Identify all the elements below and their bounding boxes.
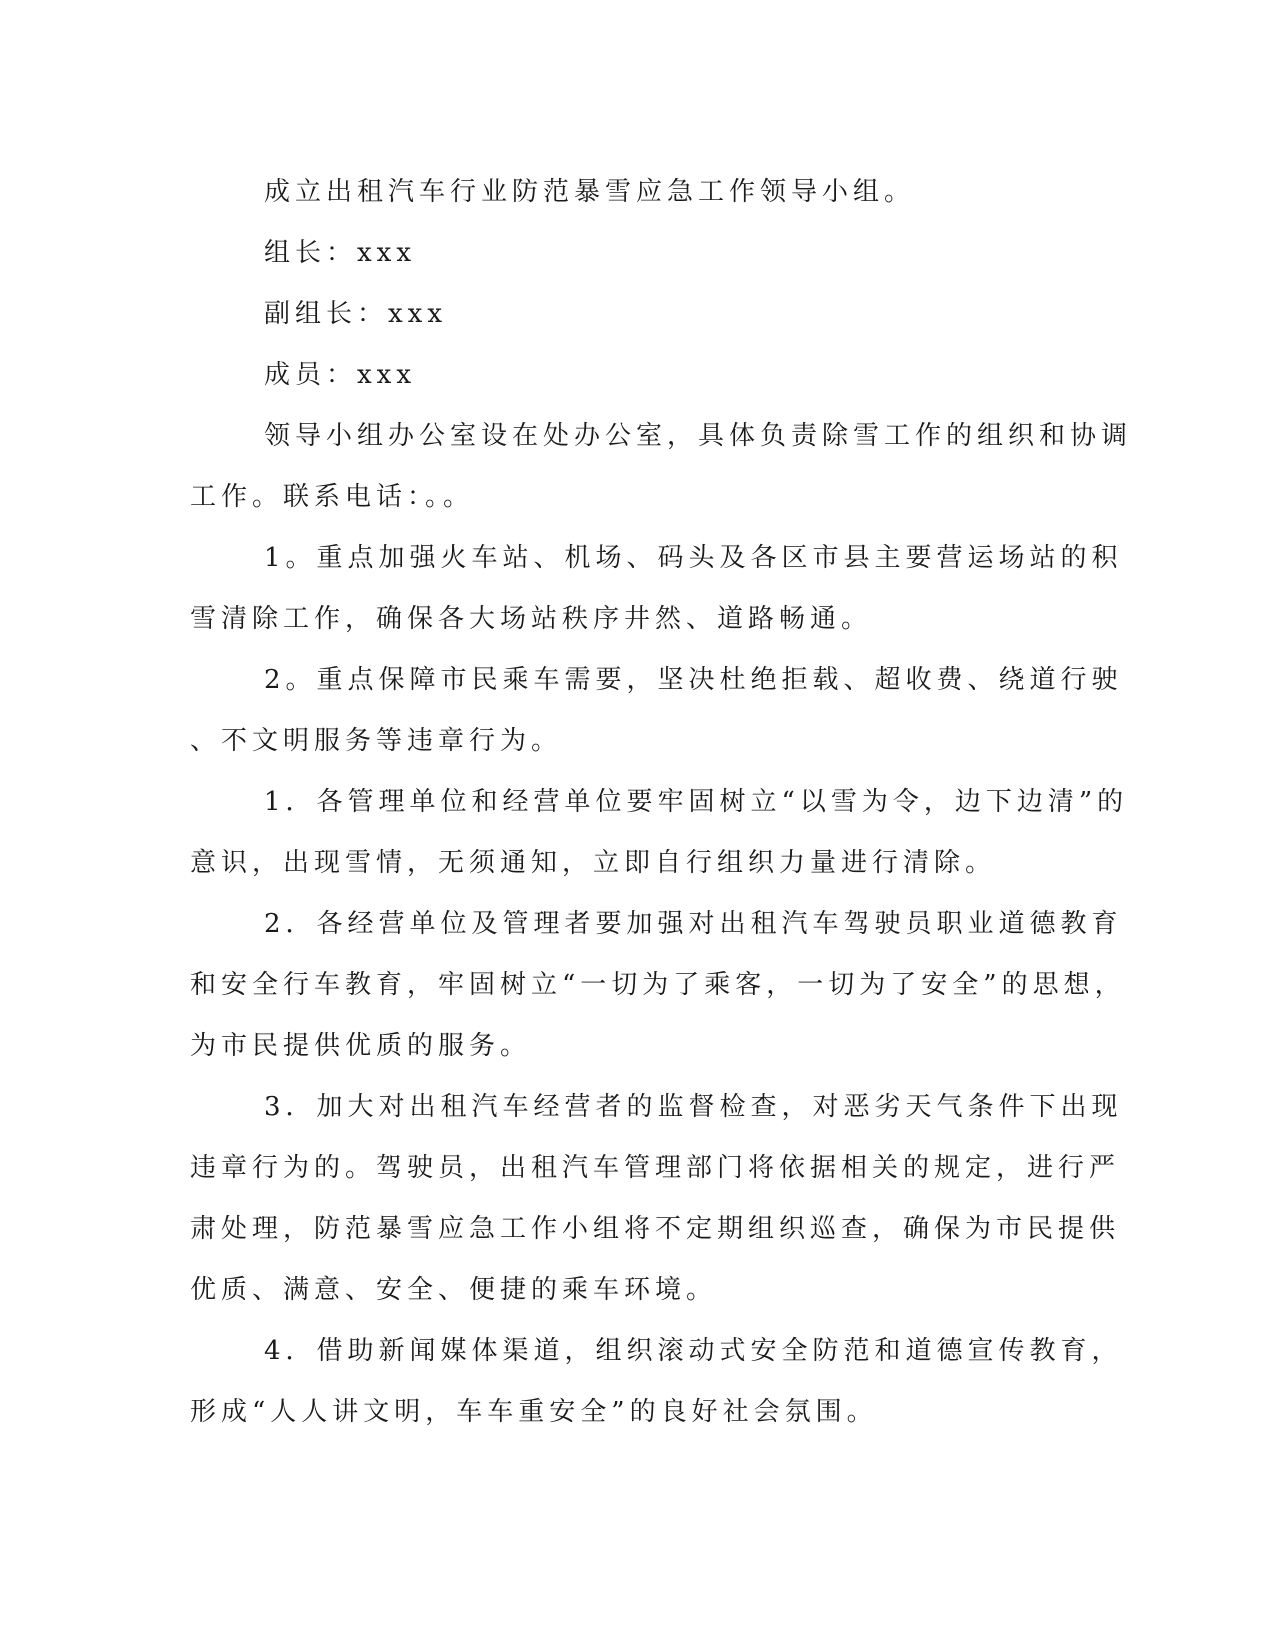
paragraph-line: 领导小组办公室设在处办公室，具体负责除雪工作的组织和协调 — [264, 421, 1133, 451]
paragraph-line: 2．各经营单位及管理者要加强对出租汽车驾驶员职业道德教育 — [264, 909, 1123, 939]
paragraph-line: 成员：xxx — [264, 360, 416, 390]
paragraph-line: 1．各管理单位和经营单位要牢固树立“以雪为令，边下边清”的 — [264, 787, 1129, 817]
paragraph-line: 成立出租汽车行业防范暴雪应急工作领导小组。 — [264, 177, 916, 207]
paragraph-line: 4．借助新闻媒体渠道，组织滚动式安全防范和道德宣传教育， — [264, 1336, 1123, 1366]
paragraph-line: 雪清除工作，确保各大场站秩序井然、道路畅通。 — [190, 604, 873, 634]
paragraph-line: 为市民提供优质的服务。 — [190, 1031, 532, 1061]
paragraph-line: 优质、满意、安全、便捷的乘车环境。 — [190, 1275, 718, 1305]
paragraph-line: 3．加大对出租汽车经营者的监督检查，对恶劣天气条件下出现 — [264, 1092, 1123, 1122]
paragraph-line: 1。重点加强火车站、机场、码头及各区市县主要营运场站的积 — [264, 543, 1123, 573]
paragraph-line: 形成“人人讲文明，车车重安全”的良好社会氛围。 — [190, 1397, 878, 1427]
paragraph-line: 意识，出现雪情，无须通知，立即自行组织力量进行清除。 — [190, 848, 997, 878]
paragraph-line: 违章行为的。驾驶员，出租汽车管理部门将依据相关的规定，进行严 — [190, 1153, 1121, 1183]
paragraph-line: 2。重点保障市民乘车需要，坚决杜绝拒载、超收费、绕道行驶 — [264, 665, 1123, 695]
paragraph-line: 组长：xxx — [264, 238, 416, 268]
paragraph-line: 肃处理，防范暴雪应急工作小组将不定期组织巡查，确保为市民提供 — [190, 1214, 1121, 1244]
paragraph-line: 副组长：xxx — [264, 299, 447, 329]
paragraph-line: 工作。联系电话：。。 — [190, 482, 475, 512]
paragraph-line: 、不文明服务等违章行为。 — [190, 726, 563, 756]
paragraph-line: 和安全行车教育，牢固树立“一切为了乘客，一切为了安全”的思想， — [190, 970, 1126, 1000]
document-body — [190, 162, 1133, 1443]
